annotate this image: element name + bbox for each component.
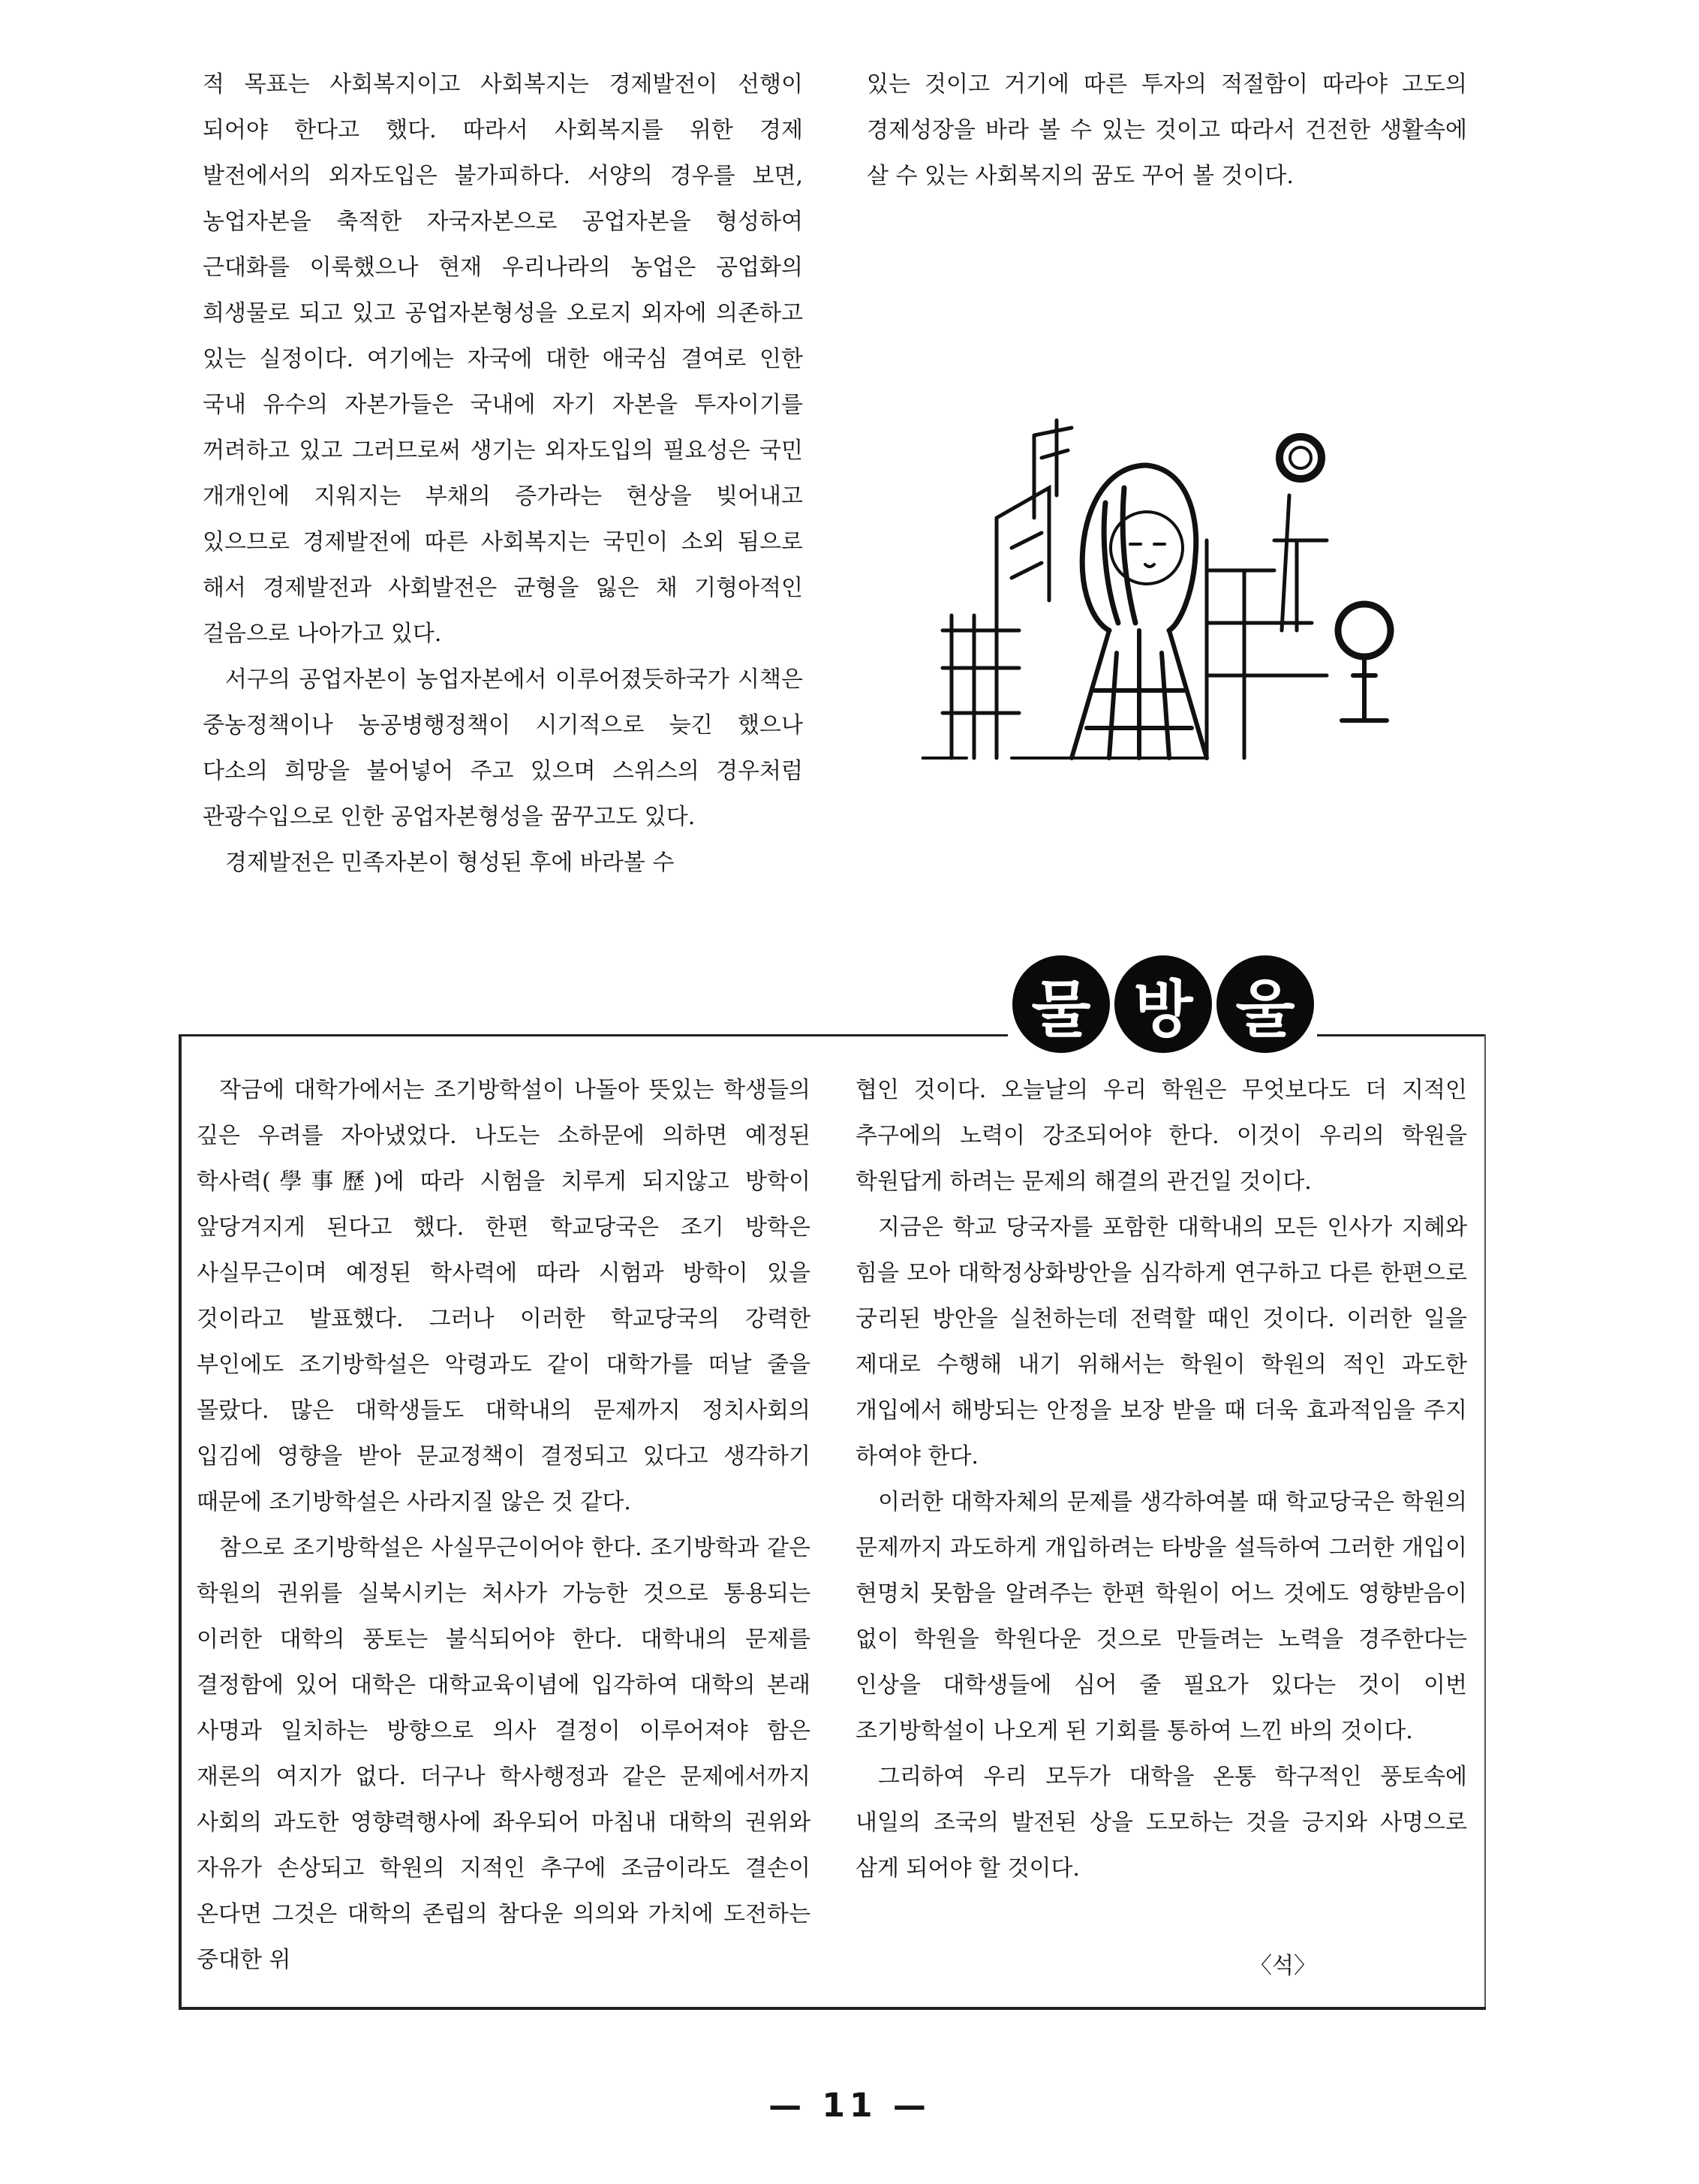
paragraph: 적 목표는 사회복지이고 사회복지는 경제발전이 선행이 되어야 한다고 했다. 따라서 사회복지를 위한 경제 발전에서의 외자도입은 불가피하다. 서양의 경우를 보면, 농업자본을 축적한 자국자본으로 공업자본을 형성하여 근대화를 이룩했으나 현재 우리나라의 농업은 공업화의 희생물로 되고 있고 공업자본형성을 오로지 외자에 의존하고 있는 실정이다. 여기에는 자국에 대한 애국심 결여로 인한 국내 유수의 자본가들은 국내에 자기 자본을 투자이기를 꺼려하고 있고 그러므로써 생기는 외자도입의 필요성은 국민 개개인에 지워지는 부채의 증가라는 현상을 빚어내고 있으므로 경제발전에 따른 사회복지는 국민이 소외 됨으로 해서 경제발전과 사회발전은 균형을 잃은 채 기형아적인 걸음으로 나아가고 있다.	[203, 71, 803, 647]
column-box-bottom-border	[179, 2007, 1486, 2010]
column-title	[1006, 952, 1321, 1057]
page-number: — 11 —	[768, 2086, 931, 2125]
column-box-left-border	[179, 1034, 182, 2007]
paragraph: 경제발전은 민족자본이 형성된 후에 바라볼 수	[225, 850, 675, 876]
paragraph: 작금에 대학가에서는 조기방학설이 나돌아 뜻있는 학생들의 깊은 우려를 자아냈었다. 나도는 소하문에 의하면 예정된 학사력(學事歷)에 따라 시험을 치루게 되지않고 방학이 앞당겨지게 된다고 했다. 한편 학교당국은 조기 방학은 사실무근이며 예정된 학사력에 따라 시험과 방학이 있을 것이라고 발표했다. 그러나 이러한 학교당국의 강력한 부인에도 조기방학설은 악령과도 같이 대학가를 떠날 줄을 몰랐다. 많은 대학생들도 대학내의 문제까지 정치사회의 입김에 영향을 받아 문교정책이 결정되고 있다고 생각하기 때문에 조기방학설은 사라지질 않은 것 같다.	[197, 1077, 810, 1515]
paragraph: 있는 것이고 거기에 따른 투자의 적절함이 따라야 고도의 경제성장을 바라 볼 수 있는 것이고 따라서 건전한 생활속에 살 수 있는 사회복지의 꿈도 꾸어 볼 것이다.	[867, 71, 1467, 189]
column-title-char: 물	[1012, 955, 1110, 1053]
column-right-text	[856, 1067, 1467, 1891]
paragraph: 서구의 공업자본이 농업자본에서 이루어졌듯하국가 시책은 중농정책이나 농공병행정책이 시기적으로 늦긴 했으나 다소의 희망을 불어넣어 주고 있으며 스위스의 경우처럼 관광수입으로 인한 공업자본형성을 꿈꾸고도 있다.	[203, 666, 803, 830]
column-title-char: 방	[1114, 955, 1212, 1053]
upper-article-right-column	[867, 62, 1467, 199]
column-box-right-border	[1484, 1034, 1486, 2007]
paragraph: 협인 것이다. 오늘날의 우리 학원은 무엇보다도 더 지적인 추구에의 노력이 강조되어야 한다. 이것이 우리의 학원을 학원답게 하려는 문제의 해결의 관건일 것이다.	[856, 1077, 1467, 1195]
paragraph: 그리하여 우리 모두가 대학을 온통 학구적인 풍토속에 내일의 조국의 발전된 상을 도모하는 것을 긍지와 사명으로 삼게 되어야 할 것이다.	[856, 1764, 1467, 1882]
paragraph: 참으로 조기방학설은 사실무근이어야 한다. 조기방학과 같은 학원의 권위를 실북시키는 처사가 가능한 것으로 통용되는 이러한 대학의 풍토는 불식되어야 한다. 대학내의 문제를 결정함에 있어 대학은 대학교육이념에 입각하여 대학의 본래 사명과 일치하는 방향으로 의사 결정이 이루어져야 함은 재론의 여지가 없다. 더구나 학사행정과 같은 문제에서까지 사회의 과도한 영향력행사에 좌우되어 마침내 대학의 권위와 자유가 손상되고 학원의 지적인 추구에 조금이라도 결손이 온다면 그것은 대학의 존립의 참다운 의의와 가치에 도전하는 중대한 위	[197, 1535, 810, 1973]
column-box-top-border	[1317, 1034, 1486, 1036]
column-left-text	[197, 1067, 810, 1983]
column-title-char: 울	[1216, 955, 1314, 1053]
author-signature: 〈석〉	[1249, 1953, 1316, 1979]
paragraph: 이러한 대학자체의 문제를 생각하여볼 때 학교당국은 학원의 문제까지 과도하게 개입하려는 타방을 설득하여 그러한 개입이 현명치 못함을 알려주는 한편 학원이 어느 것에도 영향받음이 없이 학원을 학원다운 것으로 만들려는 노력을 경주한다는 인상을 대학생들에 심어 줄 필요가 있다는 것이 이번 조기방학설이 나오게 된 기회를 통하여 느낀 바의 것이다.	[856, 1489, 1467, 1744]
paragraph: 지금은 학교 당국자를 포함한 대학내의 모든 인사가 지혜와 힘을 모아 대학정상화방안을 심각하게 연구하고 다른 한편으로 궁리된 방안을 실천하는데 전력할 때인 것이다. 이러한 일을 제대로 수행해 내기 위해서는 학원이 학원의 적인 과도한 개입에서 해방되는 안정을 보장 받을 때 더욱 효과적임을 주지 하여야 한다.	[856, 1214, 1467, 1470]
upper-article-left-column	[203, 62, 803, 886]
sketch-illustration	[922, 405, 1409, 796]
column-box-top-border	[179, 1034, 1008, 1036]
